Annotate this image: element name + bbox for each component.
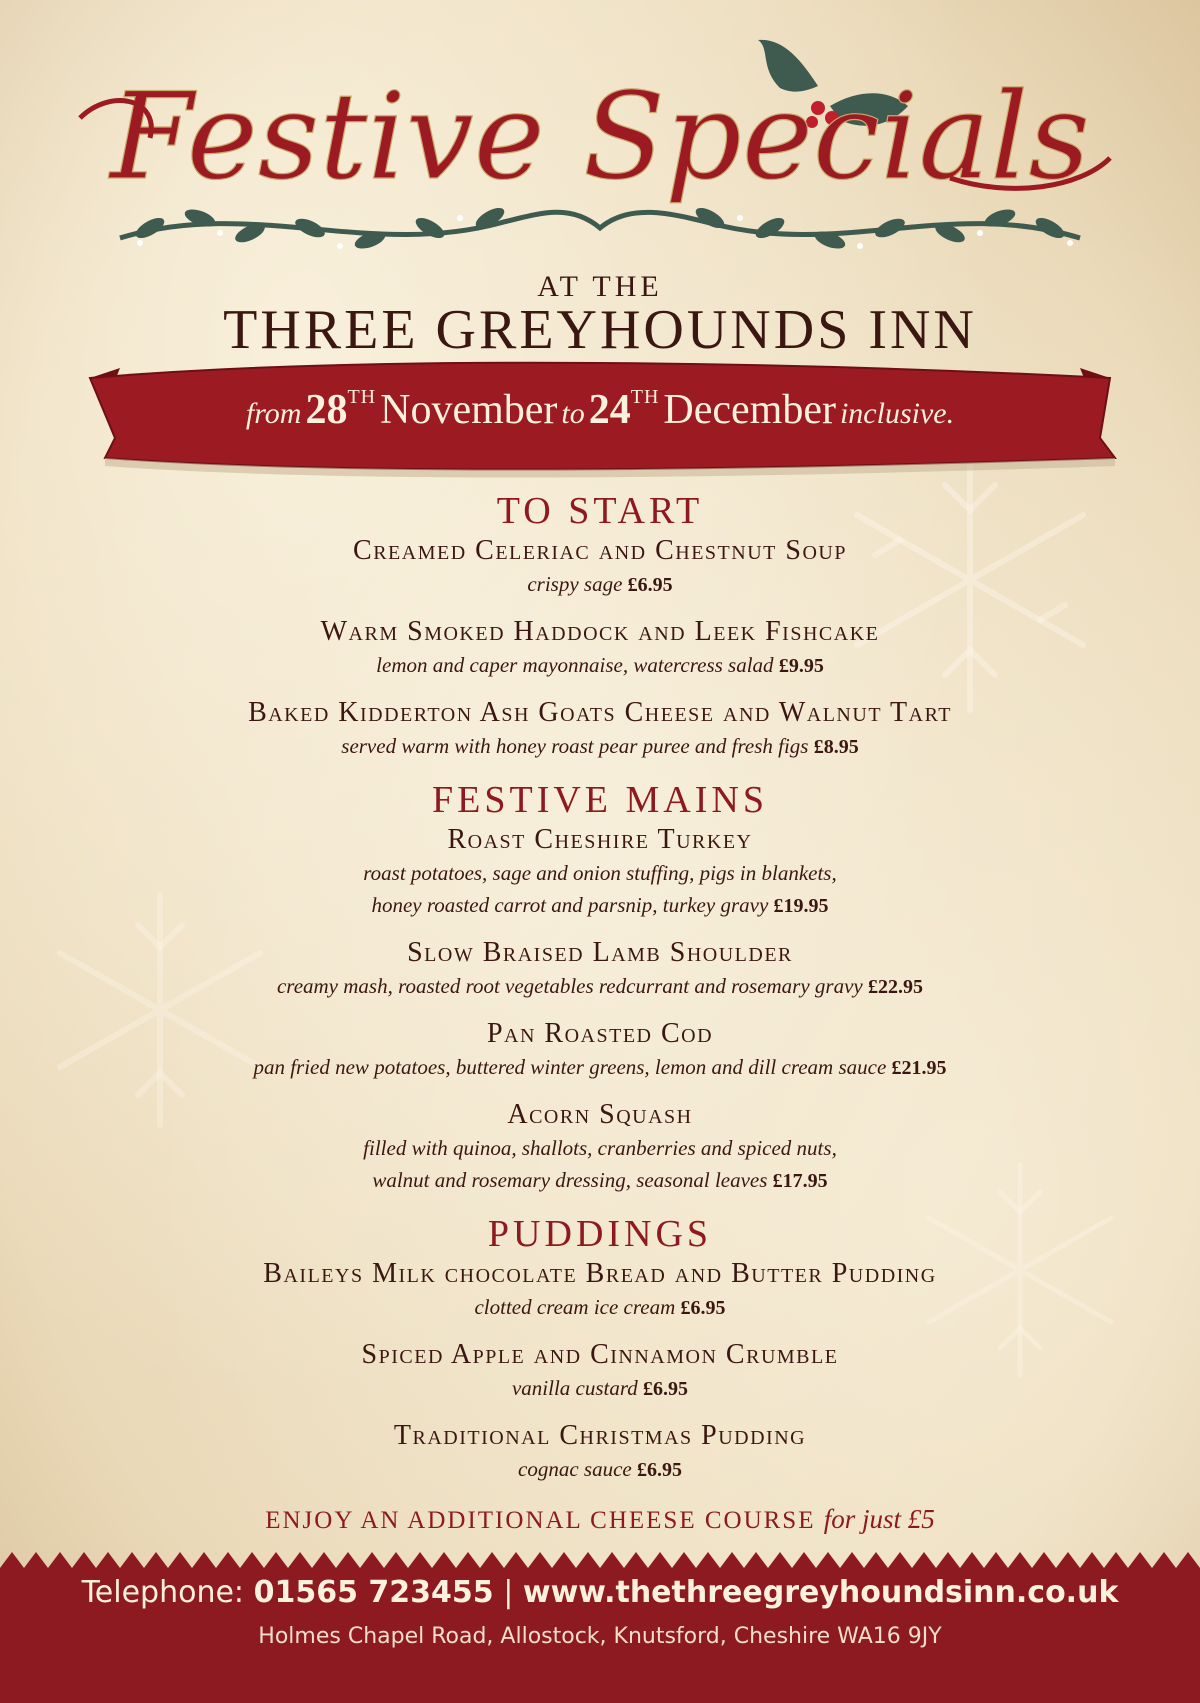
item-price: £21.95 [891,1057,947,1079]
section-mains [0,777,1200,1197]
telephone-label: Telephone: [81,1575,245,1610]
item-name: Roast Cheshire Turkey [447,824,753,855]
section-title: TO START [496,490,704,532]
item-price: £8.95 [813,736,859,758]
website-link[interactable]: www.thethreegreyhoundsinn.co.uk [522,1575,1119,1610]
end-day: 24 [588,387,631,433]
item-price: £6.95 [643,1378,689,1400]
section-starters [0,488,1200,763]
item-desc: vanilla custard [511,1376,638,1400]
inn-name: THREE GREYHOUNDS INN [223,299,977,361]
start-day: 28 [305,387,348,433]
item-name: Baileys Milk chocolate Bread and Butter Pudding [263,1258,937,1289]
item-price: £6.95 [636,1459,682,1481]
item-desc: honey roasted carrot and parsnip, turkey gravy [371,893,769,917]
section-title: FESTIVE MAINS [432,779,768,821]
menu-item [0,1017,1200,1084]
menu-item [0,1257,1200,1324]
item-desc: creamy mash, roasted root vegetables redcurrant and rosemary gravy [276,974,863,998]
section-puddings [0,1211,1200,1486]
date-to: to [561,397,585,430]
item-name: Spiced Apple and Cinnamon Crumble [361,1339,839,1370]
start-suffix: TH [347,386,377,408]
festive-specials-title: Festive Specials [110,68,1090,207]
title-artwork [70,28,1130,268]
item-desc: roast potatoes, sage and onion stuffing, pigs in blankets, [363,861,837,885]
menu-item [0,1098,1200,1197]
telephone-number[interactable]: 01565 723455 [253,1575,494,1610]
item-price: £17.95 [772,1170,828,1192]
menu-sections [0,488,1200,1535]
menu-item [0,696,1200,763]
address: Holmes Chapel Road, Allostock, Knutsford, Cheshire WA16 9JY [258,1624,942,1649]
date-range [80,386,1120,434]
menu-item [0,1419,1200,1486]
end-month: December [663,387,836,433]
item-price: £9.95 [778,655,824,677]
menu-item [0,1338,1200,1405]
item-price: £22.95 [868,976,923,998]
separator: | [503,1575,514,1610]
contact-line [0,1575,1200,1610]
item-name: Baked Kidderton Ash Goats Cheese and Walnut Tart [248,697,952,728]
cheese-course-offer [0,1504,1200,1535]
item-price: £6.95 [680,1297,726,1319]
item-desc: clotted cream ice cream [474,1295,676,1319]
date-inclusive: inclusive. [839,397,955,430]
cheese-price: for just £5 [823,1504,935,1534]
date-from: from [245,397,302,430]
item-desc: pan fried new potatoes, buttered winter greens, lemon and dill cream sauce [253,1055,887,1079]
cheese-text: ENJOY AN ADDITIONAL CHEESE COURSE [265,1507,816,1534]
item-desc: served warm with honey roast pear puree and fresh figs [341,734,809,758]
item-price: £6.95 [627,574,673,596]
menu-item [0,823,1200,922]
item-desc: crispy sage [527,572,623,596]
item-desc: cognac sauce [518,1457,632,1481]
item-name: Pan Roasted Cod [486,1018,714,1049]
menu-item [0,534,1200,601]
start-month: November [380,387,558,433]
menu-item [0,936,1200,1003]
item-name: Acorn Squash [507,1099,693,1130]
section-title: PUDDINGS [487,1213,713,1255]
item-name: Slow Braised Lamb Shoulder [407,937,793,968]
mistletoe-garland-icon [120,204,1080,252]
end-suffix: TH [630,386,660,408]
item-price: £19.95 [773,895,829,917]
item-desc: filled with quinoa, shallots, cranberries and spiced nuts, [363,1136,837,1160]
item-desc: lemon and caper mayonnaise, watercress salad [376,653,774,677]
item-name: Traditional Christmas Pudding [393,1420,807,1451]
item-name: Warm Smoked Haddock and Leek Fishcake [320,616,880,647]
item-name: Creamed Celeriac and Chestnut Soup [353,535,847,566]
item-desc: walnut and rosemary dressing, seasonal leaves [372,1168,768,1192]
at-the-label: AT THE [537,270,663,303]
menu-item [0,615,1200,682]
